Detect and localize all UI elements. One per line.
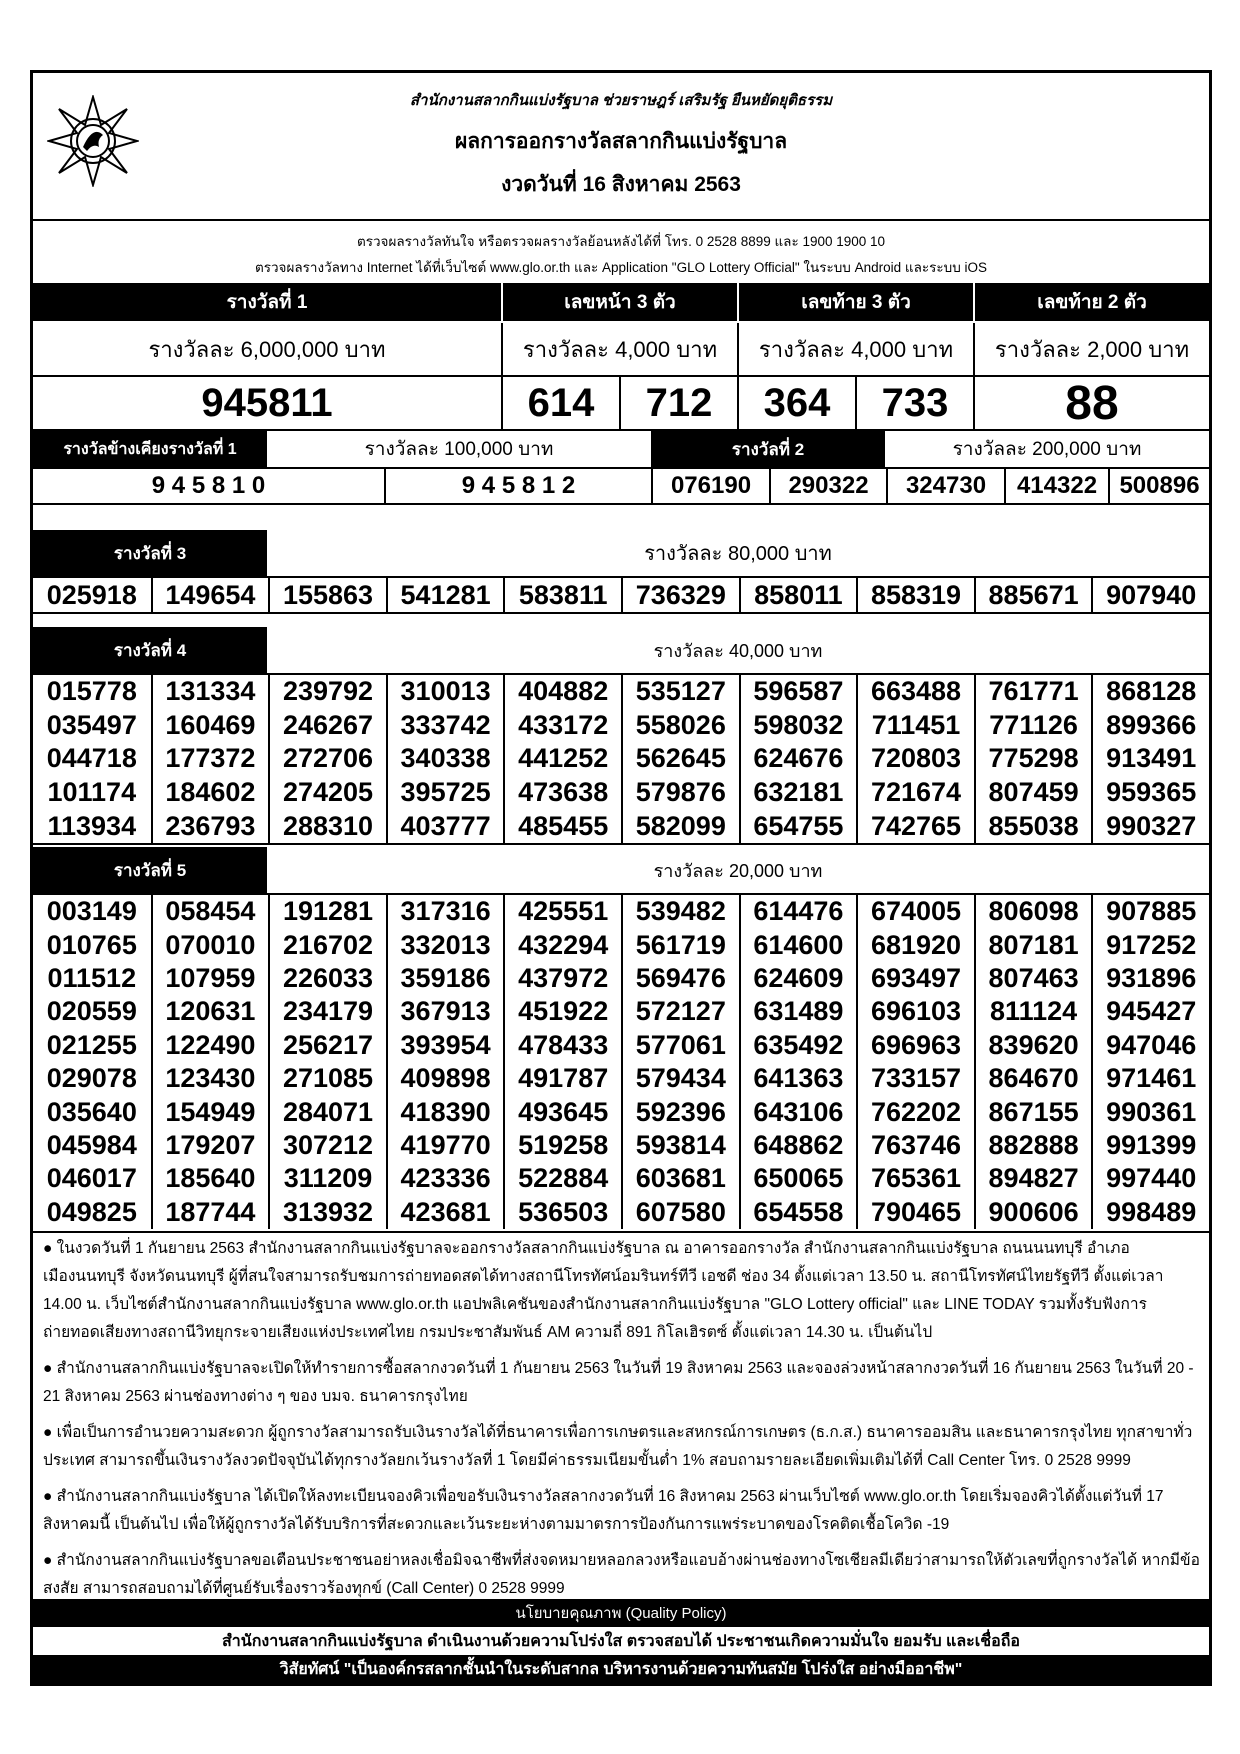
prize-number-cell: 311209 [268,1162,386,1195]
second-prize-label: รางวัลที่ 2 [651,431,885,467]
prize-number-cell: 945427 [1091,995,1209,1028]
prize-number-cell: 419770 [386,1129,504,1162]
second-prize-number: 500896 [1108,469,1209,503]
prize-number-cell: 583811 [503,578,621,612]
prize-number-cell: 806098 [974,895,1092,928]
prize-number-cell: 643106 [739,1095,857,1128]
prize-number-cell: 663488 [856,675,974,709]
back3-amount: รางวัลละ 4,000 บาท [737,323,973,375]
prize-number-cell: 340338 [386,742,504,776]
prize-number-cell: 246267 [268,709,386,743]
prize-number-cell: 122490 [151,1029,269,1062]
prize-number-cell: 562645 [621,742,739,776]
prize-number-cell: 593814 [621,1129,739,1162]
fifth-prize-numbers [33,895,1209,1229]
prize-number-cell: 239792 [268,675,386,709]
prize-number-cell: 403777 [386,809,504,843]
prize-number-cell: 693497 [856,962,974,995]
prize-number-cell: 864670 [974,1062,1092,1095]
prize-number-cell: 003149 [46,896,137,927]
prize-number-cell: 867155 [974,1095,1092,1128]
second-prize-number: 290322 [769,469,886,503]
prize-number-cell: 131334 [151,675,269,709]
prize-number-cell: 107959 [151,962,269,995]
prize-number-cell: 120631 [151,995,269,1028]
prize-number-cell: 762202 [856,1095,974,1128]
prize-number-cell: 711451 [856,709,974,743]
prize-number-cell: 234179 [268,995,386,1028]
prize-number-cell: 256217 [268,1029,386,1062]
prize-number-cell: 191281 [268,895,386,928]
prize-number-cell: 681920 [856,928,974,961]
back2-amount: รางวัลละ 2,000 บาท [973,323,1209,375]
second-prize-number: 076190 [651,469,769,503]
prize-number-cell: 535127 [621,675,739,709]
vision-text: วิสัยทัศน์ "เป็นองค์กรสลากชั้นนำในระดับสากล บริหารงานด้วยความทันสมัย โปร่งใส อย่างมืออาชีพ" [33,1655,1209,1683]
quality-policy-text: สำนักงานสลากกินแบ่งรัฐบาล ดำเนินงานด้วยความโปร่งใส ตรวจสอบได้ ประชาชนเกิดความมั่นใจ ยอมรับ และเชื่อถือ [222,1632,1020,1650]
prize-number-cell: 045984 [46,1129,137,1160]
prize-number-cell: 101174 [47,777,137,808]
check-info-phone: ตรวจผลรางวัลทันใจ หรือตรวจผลรางวัลย้อนหลังได้ที่ โทร. 0 2528 8899 และ 1900 1900 10 [356,234,886,249]
prize-number-cell: 654755 [739,809,857,843]
prize-number-cell: 155863 [268,578,386,612]
prize-number-cell: 899366 [1091,709,1209,743]
prize-number-cell: 790465 [856,1196,974,1229]
prize-number-cell: 839620 [974,1029,1092,1062]
prize-number-cell: 113934 [47,810,137,841]
second-prize-number: 414322 [1004,469,1108,503]
prize-number-cell: 451922 [503,995,621,1028]
prize-number-cell: 367913 [386,995,504,1028]
prize-number-cell: 185640 [151,1162,269,1195]
prize-number-cell: 236793 [151,809,269,843]
prize-number-cell: 423336 [386,1162,504,1195]
fourth-prize-numbers [33,675,1209,843]
prize-number-cell: 765361 [856,1162,974,1195]
back2-number: 88 [973,377,1209,429]
first-prize-number: 945811 [201,380,333,425]
prize-number-cell: 650065 [739,1162,857,1195]
prize-number-cell: 641363 [739,1062,857,1095]
prize-number-cell: 333742 [386,709,504,743]
prize-number-cell: 913491 [1091,742,1209,776]
prize-number-cell: 272706 [268,742,386,776]
note-paragraph: ● ในงวดวันที่ 1 กันยายน 2563 สำนักงานสลากกินแบ่งรัฐบาลจะออกรางวัลสลากกินแบ่งรัฐบาล ณ อาคารออกรางวัล สำนักงานสลากกินแบ่งรัฐบาล ถนนนนทบุรี อำเภอเมืองนนทบุรี จังหวัดนนทบุรี ผู้ที่สนใจสามารถรับชมการถ่ายทอดสดได้ทางสถานีโทรทัศน์อมรินทร์ทีวี เอชดี ช่อง 34 ตั้งแต่เวลา 13.50 น. สถานีโทรทัศน์ไทยรัฐทีวี ตั้งแต่เวลา 14.00 น. เว็บไซต์สำนักงานสลากกินแบ่งรัฐบาล www.glo.or.th แอปพลิเคชันของสำนักงานสลากกินแบ่งรัฐบาล "GLO Lottery official" และ LINE TODAY รวมทั้งรับฟังการถ่ายทอดเสียงทางสถานีวิทยุกระจายเสียงแห่งประเทศไทย กรมประชาสัมพันธ์ AM ความถี่ 891 กิโลเฮิรตซ์ ตั้งแต่เวลา 14.30 น. เป็นต้นไป [43,1240,1164,1341]
front3-number: 614 [501,377,619,429]
note-paragraph: ● สำนักงานสลากกินแบ่งรัฐบาลขอเตือนประชาชนอย่าหลงเชื่อมิจฉาชีพที่ส่งจดหมายหลอกลวงหรือแอบอ้างผ่านช่องทางโซเชียลมีเดียว่าสามารถให้ตัวเลขที่ถูกรางวัลได้ หากมีข้อสงสัย สามารถสอบถามได้ที่ศูนย์รับเรื่องราวร้องทุกข์ (Call Center) 0 2528 9999 [43,1552,1200,1597]
prize-number-cell: 696103 [856,995,974,1028]
prize-number-cell: 761771 [974,675,1092,709]
prize-number-cell: 674005 [856,895,974,928]
prize-number-cell: 160469 [151,709,269,743]
prize-number-cell: 274205 [268,776,386,810]
prize-number-cell: 179207 [151,1129,269,1162]
second-prize-amount: รางวัลละ 200,000 บาท [952,439,1142,460]
fifth-prize-amount: รางวัลละ 20,000 บาท [653,860,823,881]
prize-number-cell: 485455 [503,809,621,843]
prize-number-cell: 907940 [1091,578,1209,612]
prize-number-cell: 807181 [974,928,1092,961]
prize-number-cell: 015778 [46,676,137,707]
prize-number-cell: 177372 [151,742,269,776]
prize-number-cell: 603681 [621,1162,739,1195]
near-first-number: 9 4 5 8 1 2 [384,469,651,503]
prize-number-cell: 441252 [503,742,621,776]
prize-number-cell: 493645 [503,1095,621,1128]
prize-number-cell: 226033 [268,962,386,995]
draw-date: งวดวันที่ 16 สิงหาคม 2563 [501,173,741,196]
prize-number-cell: 569476 [621,962,739,995]
prize-number-cell: 432294 [503,928,621,961]
prize-number-cell: 029078 [46,1063,137,1094]
prize-number-cell: 572127 [621,995,739,1028]
prize-number-cell: 332013 [386,928,504,961]
second-prize-number: 324730 [886,469,1004,503]
prize-number-cell: 907885 [1091,895,1209,928]
prize-number-cell: 313932 [268,1196,386,1229]
prize-number-cell: 395725 [386,776,504,810]
back3-label: เลขท้าย 3 ตัว [737,283,973,321]
third-prize-label: รางวัลที่ 3 [33,530,267,576]
back3-number: 364 [737,377,855,429]
prize-number-cell: 577061 [621,1029,739,1062]
first-prize-amount: รางวัลละ 6,000,000 บาท [148,336,386,362]
prize-number-cell: 607580 [621,1196,739,1229]
prize-number-cell: 288310 [268,809,386,843]
prize-number-cell: 046017 [46,1163,137,1194]
prize-number-cell: 035497 [46,709,137,740]
prize-number-cell: 696963 [856,1029,974,1062]
prize-number-cell: 997440 [1091,1162,1209,1195]
prize-number-cell: 558026 [621,709,739,743]
quality-policy-title: นโยบายคุณภาพ (Quality Policy) [33,1599,1209,1627]
prize-number-cell: 855038 [974,809,1092,843]
prize-number-cell: 154949 [151,1095,269,1128]
third-prize-amount: รางวัลละ 80,000 บาท [644,543,832,565]
check-info-web: ตรวจผลรางวัลทาง Internet ได้ที่เว็บไซต์ www.glo.or.th และ Application "GLO Lottery Official" ในระบบ Android และระบบ iOS [254,260,988,275]
prize-number-cell: 216702 [268,928,386,961]
prize-number-cell: 631489 [739,995,857,1028]
prize-number-cell: 991399 [1091,1129,1209,1162]
third-prize-numbers [33,578,1209,612]
near-first-label: รางวัลข้างเคียงรางวัลที่ 1 [33,431,267,467]
prize-number-cell: 931896 [1091,962,1209,995]
prize-number-cell: 049825 [46,1196,137,1227]
note-paragraph: ● เพื่อเป็นการอำนวยความสะดวก ผู้ถูกรางวัลสามารถรับเงินรางวัลได้ที่ธนาคารเพื่อการเกษตรและสหกรณ์การเกษตร (ธ.ก.ส.) ธนาคารออมสิน และธนาคารกรุงไทย ทุกสาขาทั่วประเทศ สามารถขึ้นเงินรางวัลงวดปัจจุบันได้ทุกรางวัลยกเว้นรางวัลที่ 1 โดยมีค่าธรรมเนียมขั้นต่ำ 1% สอบถามรายละเอียดเพิ่มเติมได้ที่ Call Center โทร. 0 2528 9999 [43,1424,1193,1469]
prize-number-cell: 359186 [386,962,504,995]
prize-number-cell: 733157 [856,1062,974,1095]
prize-number-cell: 858319 [856,578,974,612]
note-paragraph: ● สำนักงานสลากกินแบ่งรัฐบาลจะเปิดให้ทำรายการซื้อสลากงวดวันที่ 1 กันยายน 2563 ในวันที่ 19 สิงหาคม 2563 และจองล่วงหน้าสลากงวดวันที่ 16 กันยายน 2563 ในวันที่ 20 - 21 สิงหาคม 2563 ผ่านช่องทางต่าง ๆ ของ บมจ. ธนาคารกรุงไทย [43,1360,1194,1405]
near-first-number: 9 4 5 8 1 0 [151,472,266,499]
prize-number-cell: 433172 [503,709,621,743]
prize-number-cell: 541281 [386,578,504,612]
first-prize-label: รางวัลที่ 1 [226,292,308,313]
prize-number-cell: 437972 [503,962,621,995]
lottery-result-sheet [30,70,1212,1686]
prize-number-cell: 900606 [974,1196,1092,1229]
prize-number-cell: 539482 [621,895,739,928]
back3-number: 733 [855,377,973,429]
prize-number-cell: 522884 [503,1162,621,1195]
prize-number-cell: 010765 [46,929,137,960]
note-paragraph: ● สำนักงานสลากกินแบ่งรัฐบาล ได้เปิดให้ลงทะเบียนจองคิวเพื่อขอรับเงินรางวัลสลากงวดวันที่ 16 สิงหาคม 2563 ผ่านเว็บไซต์ www.glo.or.th โดยเริ่มจองคิวได้ตั้งแต่วันที่ 17 สิงหาคมนี้ เป็นต้นไป เพื่อให้ผู้ถูกรางวัลได้รับบริการที่สะดวกและเว้นระยะห่างตามมาตรการป้องกันการแพร่ระบาดของโรคติดเชื้อโควิด -19 [43,1488,1164,1533]
prize-number-cell: 947046 [1091,1029,1209,1062]
prize-number-cell: 025918 [46,579,137,610]
prize-number-cell: 058454 [151,895,269,928]
prize-number-cell: 425551 [503,895,621,928]
prize-number-cell: 393954 [386,1029,504,1062]
prize-number-cell: 592396 [621,1095,739,1128]
announcement-notes [43,1235,1203,1611]
prize-number-cell: 990327 [1091,809,1209,843]
prize-number-cell: 807463 [974,962,1092,995]
prize-number-cell: 423681 [386,1196,504,1229]
back2-label: เลขท้าย 2 ตัว [973,283,1209,321]
fourth-prize-amount: รางวัลละ 40,000 บาท [653,640,823,661]
prize-number-cell: 763746 [856,1129,974,1162]
prize-number-cell: 894827 [974,1162,1092,1195]
prize-number-cell: 473638 [503,776,621,810]
prize-number-cell: 310013 [386,675,504,709]
prize-number-cell: 998489 [1091,1196,1209,1229]
prize-number-cell: 917252 [1091,928,1209,961]
prize-number-cell: 317316 [386,895,504,928]
prize-number-cell: 307212 [268,1129,386,1162]
prize-number-cell: 882888 [974,1129,1092,1162]
prize-number-cell: 596587 [739,675,857,709]
prize-number-cell: 418390 [386,1095,504,1128]
prize-number-cell: 579434 [621,1062,739,1095]
prize-number-cell: 021255 [46,1029,137,1060]
prize-number-cell: 409898 [386,1062,504,1095]
fifth-prize-label: รางวัลที่ 5 [33,847,267,893]
prize-number-cell: 020559 [46,996,137,1027]
prize-number-cell: 959365 [1091,776,1209,810]
prize-number-cell: 582099 [621,809,739,843]
near-first-amount: รางวัลละ 100,000 บาท [364,439,554,460]
prize-number-cell: 123430 [151,1062,269,1095]
front3-amount: รางวัลละ 4,000 บาท [501,323,737,375]
prize-number-cell: 736329 [621,578,739,612]
org-motto: สำนักงานสลากกินแบ่งรัฐบาล ช่วยราษฎร์ เสริมรัฐ ยืนหยัดยุติธรรม [409,92,833,109]
prize-number-cell: 807459 [974,776,1092,810]
prize-number-cell: 811124 [974,995,1092,1028]
prize-number-cell: 035640 [46,1096,137,1127]
prize-number-cell: 284071 [268,1095,386,1128]
prize-number-cell: 149654 [151,578,269,612]
prize-number-cell: 011512 [47,962,137,993]
prize-number-cell: 044718 [46,743,137,774]
prize-number-cell: 648862 [739,1129,857,1162]
fourth-prize-label: รางวัลที่ 4 [33,627,267,673]
prize-number-cell: 561719 [621,928,739,961]
prize-number-cell: 187744 [151,1196,269,1229]
page-title: ผลการออกรางวัลสลากกินแบ่งรัฐบาล [454,130,788,153]
prize-number-cell: 858011 [739,578,857,612]
prize-number-cell: 598032 [739,709,857,743]
prize-number-cell: 775298 [974,742,1092,776]
prize-number-cell: 624676 [739,742,857,776]
prize-number-cell: 721674 [856,776,974,810]
prize-number-cell: 614476 [739,895,857,928]
prize-number-cell: 632181 [739,776,857,810]
prize-number-cell: 771126 [974,709,1092,743]
prize-number-cell: 635492 [739,1029,857,1062]
prize-number-cell: 742765 [856,809,974,843]
prize-number-cell: 404882 [503,675,621,709]
front3-label: เลขหน้า 3 ตัว [501,283,737,321]
prize-number-cell: 070010 [151,928,269,961]
prize-number-cell: 478433 [503,1029,621,1062]
prize-number-cell: 184602 [151,776,269,810]
prize-number-cell: 614600 [739,928,857,961]
prize-number-cell: 624609 [739,962,857,995]
prize-number-cell: 519258 [503,1129,621,1162]
prize-number-cell: 491787 [503,1062,621,1095]
prize-number-cell: 720803 [856,742,974,776]
prize-number-cell: 536503 [503,1196,621,1229]
prize-number-cell: 271085 [268,1062,386,1095]
prize-number-cell: 868128 [1091,675,1209,709]
prize-number-cell: 971461 [1091,1062,1209,1095]
prize-number-cell: 579876 [621,776,739,810]
prize-number-cell: 990361 [1091,1095,1209,1128]
prize-number-cell: 654558 [739,1196,857,1229]
front3-number: 712 [619,377,737,429]
prize-number-cell: 885671 [974,578,1092,612]
